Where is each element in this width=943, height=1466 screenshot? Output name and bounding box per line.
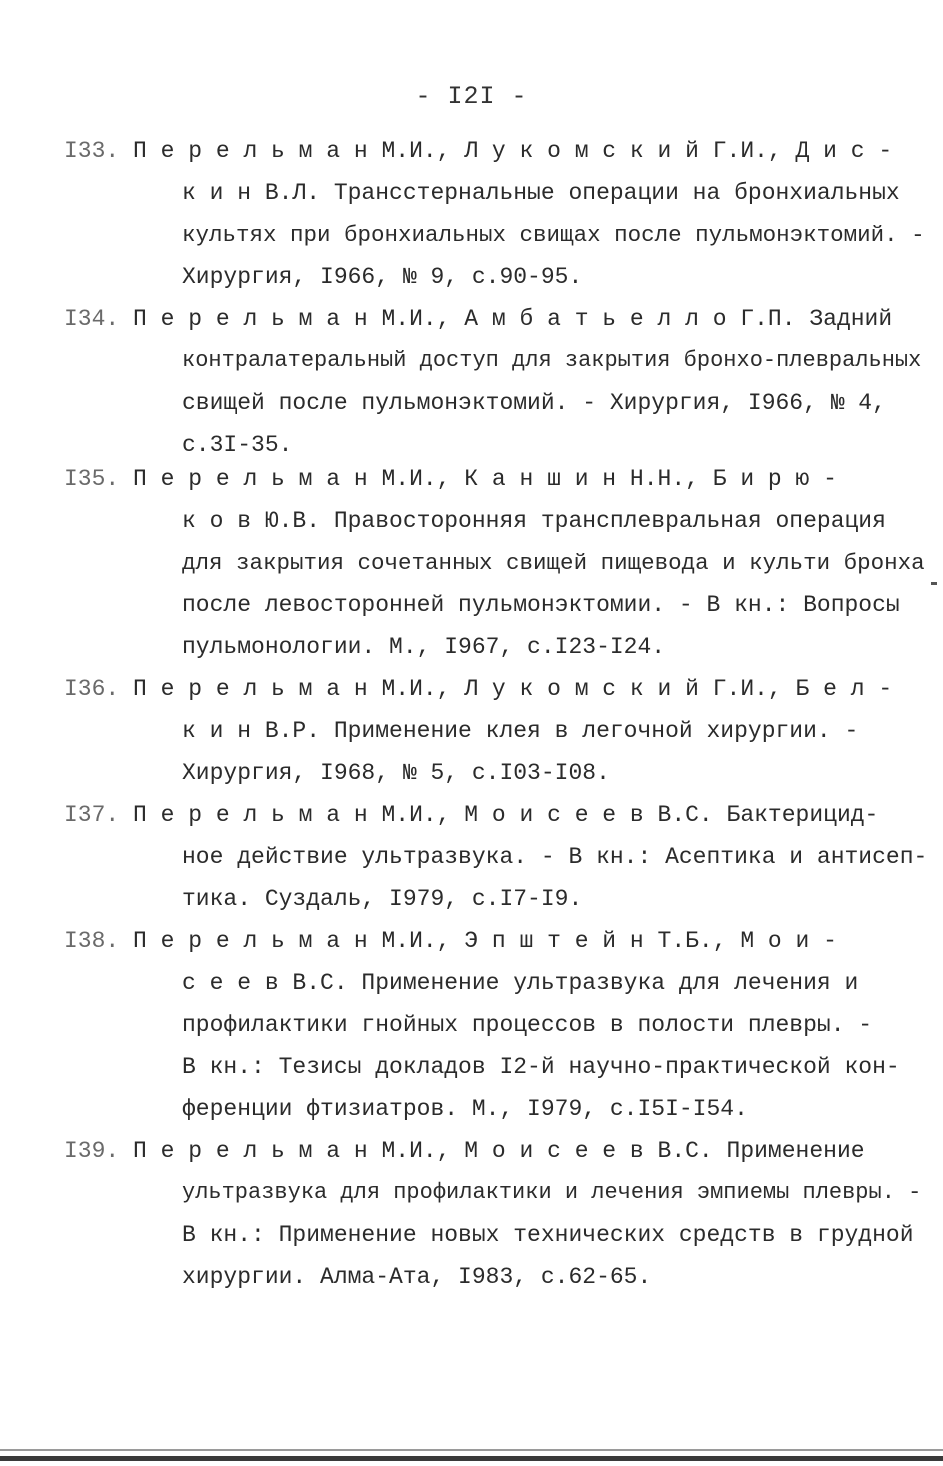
entry-number: I38. xyxy=(64,928,120,954)
entry-number: I37. xyxy=(64,802,120,828)
entry-number: I36. xyxy=(64,676,120,702)
entry-line: тика. Суздаль, I979, с.I7-I9. xyxy=(182,886,583,912)
entry-line: с е е в В.С. Применение ультразвука для лечения и xyxy=(182,970,859,996)
entry-line: П е р е л ь м а н М.И., А м б а т ь е л л о Г.П. Задний xyxy=(133,306,893,332)
entry-number: I33. xyxy=(64,138,120,164)
entry-line: ное действие ультразвука. - В кн.: Асептика и антисеп- xyxy=(182,844,928,870)
entry-line: ференции фтизиатров. М., I979, с.I5I-I54. xyxy=(182,1096,748,1122)
entry-line: П е р е л ь м а н М.И., Э п ш т е й н Т.Б., М о и - xyxy=(133,928,837,954)
entry-number: I35. xyxy=(64,466,120,492)
entry-line: для закрытия сочетанных свищей пищевода и культи бронха xyxy=(182,550,925,576)
entry-line: к и н В.Р. Применение клея в легочной хирургии. - xyxy=(182,718,859,744)
entry-line: Хирургия, I966, № 9, с.90-95. xyxy=(182,264,583,290)
entry-line: ультразвука для профилактики и лечения эмпиемы плевры. - xyxy=(182,1180,922,1205)
entry-number: I39. xyxy=(64,1138,120,1164)
entry-line: к о в Ю.В. Правосторонняя трансплевральная операция xyxy=(182,508,886,534)
entry-line: В кн.: Применение новых технических средств в грудной xyxy=(182,1222,914,1248)
page-number: - I2I - xyxy=(415,82,528,111)
scan-edge-mark xyxy=(931,582,937,585)
entry-line: П е р е л ь м а н М.И., Л у к о м с к и й Г.И., Б е л - xyxy=(133,676,893,702)
entry-line: пульмонологии. М., I967, с.I23-I24. xyxy=(182,634,666,660)
entry-line: П е р е л ь м а н М.И., М о и с е е в В.С. Применение xyxy=(133,1138,865,1164)
entry-number: I34. xyxy=(64,306,120,332)
entry-line: свищей после пульмонэктомий. - Хирургия, I966, № 4, xyxy=(182,390,886,416)
entry-line: культях при бронхиальных свищах после пульмонэктомий. - xyxy=(182,222,925,248)
entry-line: после левосторонней пульмонэктомии. - В кн.: Вопросы xyxy=(182,592,900,618)
entry-line: профилактики гнойных процессов в полости плевры. - xyxy=(182,1012,873,1038)
entry-line: П е р е л ь м а н М.И., Л у к о м с к и й Г.И., Д и с - xyxy=(133,138,893,164)
entry-line: хирургии. Алма-Ата, I983, с.62-65. xyxy=(182,1264,652,1290)
entry-line: П е р е л ь м а н М.И., К а н ш и н Н.Н., Б и р ю - xyxy=(133,466,837,492)
scan-bottom-edge xyxy=(0,1456,943,1461)
entry-line: Хирургия, I968, № 5, с.I03-I08. xyxy=(182,760,610,786)
entry-line: с.3I-35. xyxy=(182,432,293,458)
entry-line: П е р е л ь м а н М.И., М о и с е е в В.С. Бактерицид- xyxy=(133,802,879,828)
scan-bottom-shadow xyxy=(0,1449,943,1451)
entry-line: контралатеральный доступ для закрытия бронхо-плевральных xyxy=(182,348,922,373)
entry-line: В кн.: Тезисы докладов I2-й научно-практической кон- xyxy=(182,1054,900,1080)
entry-line: к и н В.Л. Трансстернальные операции на бронхиальных xyxy=(182,180,900,206)
